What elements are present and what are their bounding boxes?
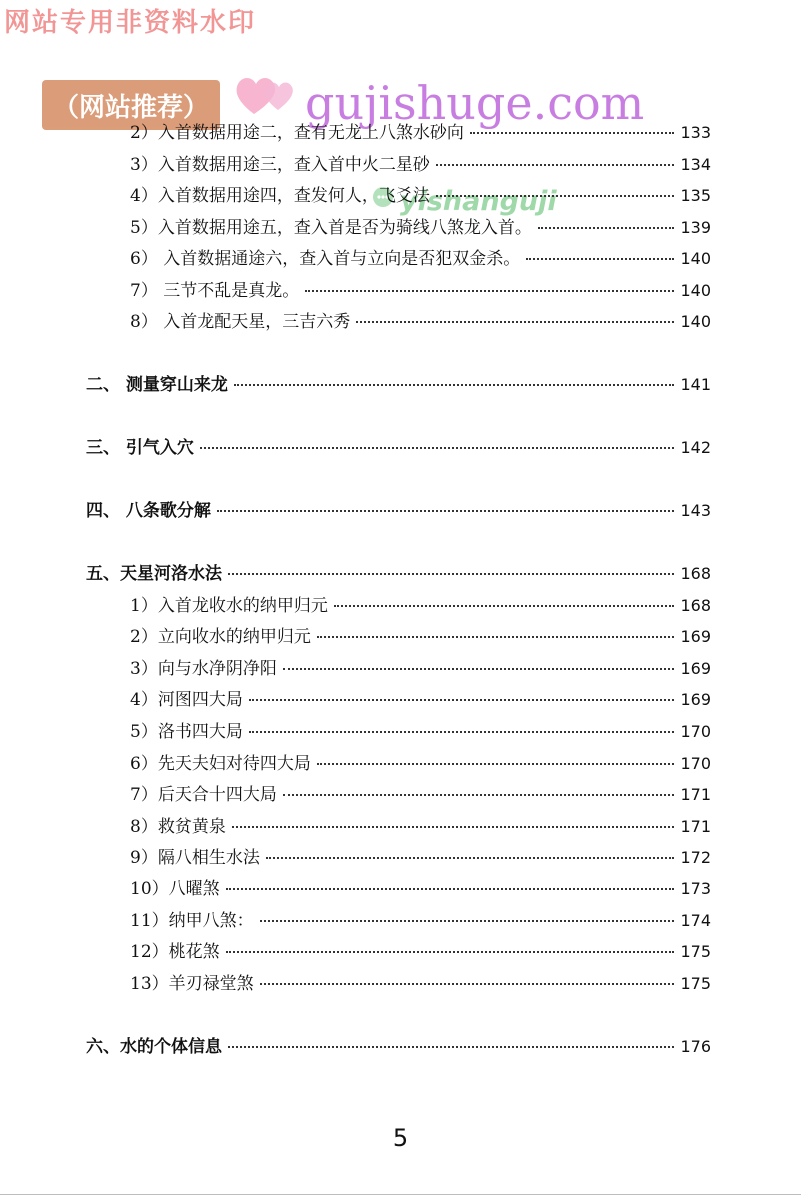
- toc-page-number: 169: [680, 659, 711, 678]
- toc-dot-leader: [228, 1045, 674, 1048]
- toc-dot-leader: [283, 667, 675, 670]
- toc-chapter-entry: [86, 562, 711, 586]
- toc-page-number: 140: [680, 281, 711, 300]
- toc-entry-title: 5）入首数据用途五，查入首是否为骑线八煞龙入首。: [130, 218, 532, 238]
- toc-sub-entry: [130, 625, 711, 649]
- toc-sub-entry: [130, 657, 711, 681]
- toc-sub-entry: [130, 909, 711, 933]
- toc-entry-title: 8）救贫黄泉: [130, 817, 226, 837]
- toc-page-number: 140: [680, 312, 711, 331]
- toc-entry-title: 9）隔八相生水法: [130, 848, 260, 868]
- toc-page-number: 134: [680, 155, 711, 174]
- toc-entry-title: 1）入首龙收水的纳甲归元: [130, 596, 328, 616]
- toc-entry-title: 7）后天合十四大局: [130, 785, 277, 805]
- toc-page-number: 171: [680, 817, 711, 836]
- toc-dot-leader: [260, 982, 675, 985]
- toc-sub-entry: [130, 940, 711, 964]
- hearts-icon: [232, 64, 302, 128]
- toc-chapter-entry: [86, 1035, 711, 1059]
- toc-dot-leader: [200, 446, 675, 449]
- toc-sub-entry: [130, 877, 711, 901]
- toc-page-number: 170: [680, 754, 711, 773]
- toc-entry-title: 6）先天夫妇对待四大局: [130, 754, 311, 774]
- toc-sub-entry: [130, 972, 711, 996]
- watermark-badge: （网站推荐）: [42, 80, 220, 130]
- toc-sub-entry: [130, 815, 711, 839]
- toc-dot-leader: [234, 383, 675, 386]
- toc-page-number: 173: [680, 879, 711, 898]
- toc-sub-entry: [130, 310, 711, 334]
- toc-dot-leader: [436, 163, 675, 166]
- toc-dot-leader: [217, 509, 675, 512]
- toc-page-number: 174: [680, 911, 711, 930]
- toc-entry-title: 12）桃花煞: [130, 942, 220, 962]
- toc-dot-leader: [538, 226, 675, 229]
- toc-sub-entry: [130, 184, 711, 208]
- toc-entry-title: 四、 八条歌分解: [86, 501, 211, 521]
- toc-dot-leader: [436, 194, 675, 197]
- toc-page-number: 170: [680, 722, 711, 741]
- toc-page-number: 169: [680, 627, 711, 646]
- toc-dot-leader: [228, 572, 674, 575]
- toc-dot-leader: [249, 730, 675, 733]
- toc-chapter-entry: [86, 499, 711, 523]
- toc-sub-entry: [130, 720, 711, 744]
- toc-entry-title: 二、 测量穿山来龙: [86, 375, 228, 395]
- bottom-divider: [0, 1194, 801, 1195]
- toc-entry-title: 11）纳甲八煞：: [130, 911, 254, 931]
- toc-entry-title: 4）河图四大局: [130, 690, 243, 710]
- toc-page-number: 143: [680, 501, 711, 520]
- toc-entry-title: 3）向与水净阴净阳: [130, 659, 277, 679]
- toc-page-number: 169: [680, 690, 711, 709]
- toc-entry-title: 7） 三节不乱是真龙。: [130, 281, 300, 301]
- toc-entry-title: 2）立向收水的纳甲归元: [130, 627, 311, 647]
- toc-page-number: 139: [680, 218, 711, 237]
- toc-dot-leader: [470, 131, 675, 134]
- toc-sub-entry: [130, 846, 711, 870]
- toc-entry-title: 六、水的个体信息: [86, 1037, 222, 1057]
- watermark-top: 网站专用非资料水印: [4, 8, 257, 38]
- toc-entry-title: 三、 引气入穴: [86, 438, 194, 458]
- toc-entry-title: 10）八曜煞: [130, 879, 220, 899]
- toc-dot-leader: [266, 856, 675, 859]
- toc-dot-leader: [226, 950, 675, 953]
- toc-entry-title: 5）洛书四大局: [130, 722, 243, 742]
- toc-entry-title: 6） 入首数据通途六，查入首与立向是否犯双金杀。: [130, 249, 521, 269]
- toc-sub-entry: [130, 121, 711, 145]
- toc-dot-leader: [526, 257, 674, 260]
- toc-sub-entry: [130, 752, 711, 776]
- toc-page-number: 175: [680, 942, 711, 961]
- toc-page-number: 175: [680, 974, 711, 993]
- toc-dot-leader: [317, 762, 675, 765]
- toc-page-number: 142: [680, 438, 711, 457]
- toc-dot-leader: [334, 604, 675, 607]
- toc-entry-title: 13）羊刃禄堂煞: [130, 974, 254, 994]
- toc-sub-entry: [130, 247, 711, 271]
- toc-page-number: 176: [680, 1037, 711, 1056]
- toc-dot-leader: [283, 793, 675, 796]
- toc-sub-entry: [130, 153, 711, 177]
- toc-sub-entry: [130, 688, 711, 712]
- toc-sub-entry: [130, 216, 711, 240]
- toc-page-number: 168: [680, 564, 711, 583]
- toc-chapter-entry: [86, 373, 711, 397]
- toc-page-number: 133: [680, 123, 711, 142]
- toc-page-number: 168: [680, 596, 711, 615]
- toc-sub-entry: [130, 594, 711, 618]
- toc-entry-title: 8） 入首龙配天星，三吉六秀: [130, 312, 351, 332]
- toc-page-number: 172: [680, 848, 711, 867]
- toc-page-number: 171: [680, 785, 711, 804]
- toc-dot-leader: [356, 320, 674, 323]
- toc-page-number: 141: [680, 375, 711, 394]
- toc-dot-leader: [305, 289, 674, 292]
- watermark-mid-text: yishanguji: [400, 186, 557, 217]
- page-number: 5: [392, 1124, 409, 1152]
- toc-dot-leader: [249, 698, 675, 701]
- toc-chapter-entry: [86, 436, 711, 460]
- toc-dot-leader: [226, 887, 675, 890]
- toc-entry-title: 3）入首数据用途三，查入首中火二星砂: [130, 155, 430, 175]
- toc-sub-entry: [130, 783, 711, 807]
- toc-entry-title: 4）入首数据用途四，查发何人，飞爻法: [130, 186, 430, 206]
- toc-page-number: 135: [680, 186, 711, 205]
- toc-dot-leader: [232, 825, 675, 828]
- toc-page-number: 140: [680, 249, 711, 268]
- toc-dot-leader: [260, 919, 675, 922]
- toc-sub-entry: [130, 279, 711, 303]
- toc-dot-leader: [317, 635, 675, 638]
- toc-entry-title: 2）入首数据用途二，查有无龙上八煞水砂向: [130, 123, 464, 143]
- toc-entry-title: 五、天星河洛水法: [86, 564, 222, 584]
- watermark-site: gujishuge.com: [305, 76, 645, 130]
